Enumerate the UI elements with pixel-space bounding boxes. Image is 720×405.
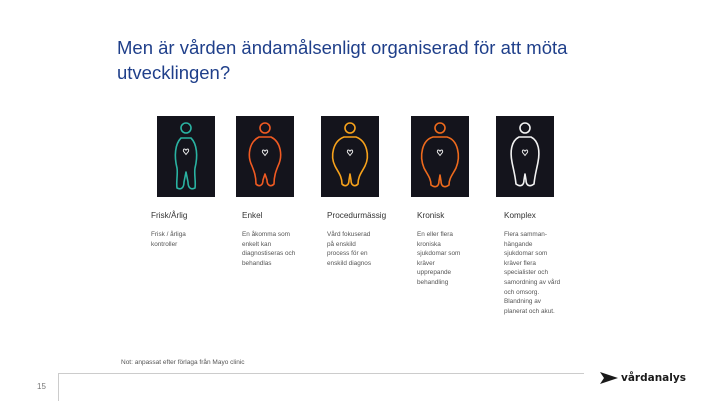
- category-card-komplex: [496, 116, 554, 197]
- person-figure-teal-icon: [157, 116, 215, 197]
- category-card-enkel: [236, 116, 294, 197]
- category-card-kronisk: [411, 116, 469, 197]
- source-note: Not: anpassat efter förlaga från Mayo clinic: [121, 359, 245, 366]
- category-description: Frisk / årliga kontroller: [151, 231, 186, 248]
- category-card-frisk: [157, 116, 215, 197]
- category-kronisk: [417, 211, 497, 288]
- category-komplex: [504, 211, 584, 316]
- category-procedurmassig: [327, 211, 407, 268]
- category-enkel: [242, 211, 322, 268]
- person-figure-amber-icon: [321, 116, 379, 197]
- footer-divider: [58, 373, 584, 374]
- slide-title: Men är vården ändamålsenligt organiserad för att möta utvecklingen?: [117, 37, 568, 83]
- page-number: 15: [37, 382, 46, 391]
- category-label: Procedurmässig: [327, 211, 387, 220]
- category-label: Enkel: [242, 211, 263, 220]
- category-label: Komplex: [504, 211, 536, 220]
- logo-arrow-icon: [600, 372, 618, 384]
- category-frisk: [151, 211, 231, 249]
- category-description: Flera samman-hängande sjukdomar som kräver flera specialister och samordning av vård och omsorg. Blandning av planerat och akut.: [504, 231, 561, 315]
- person-figure-white-icon: [496, 116, 554, 197]
- category-card-procedurmassig: [321, 116, 379, 197]
- logo-text: vårdanalys: [621, 372, 686, 384]
- category-description: En eller flera kroniska sjukdomar som kräver upprepande behandling: [417, 231, 461, 286]
- category-description: En åkomma som enkelt kan diagnostiseras och behandlas: [242, 231, 296, 267]
- category-label: Kronisk: [417, 211, 445, 220]
- category-label: Frisk/Årlig: [151, 211, 188, 220]
- vardanalys-logo: [600, 371, 686, 385]
- person-figure-orange2-icon: [411, 116, 469, 197]
- category-description: Vård fokuserad på enskild process för en enskild diagnos: [327, 231, 372, 267]
- person-figure-orange-icon: [236, 116, 294, 197]
- footer-divider-vertical: [58, 373, 59, 401]
